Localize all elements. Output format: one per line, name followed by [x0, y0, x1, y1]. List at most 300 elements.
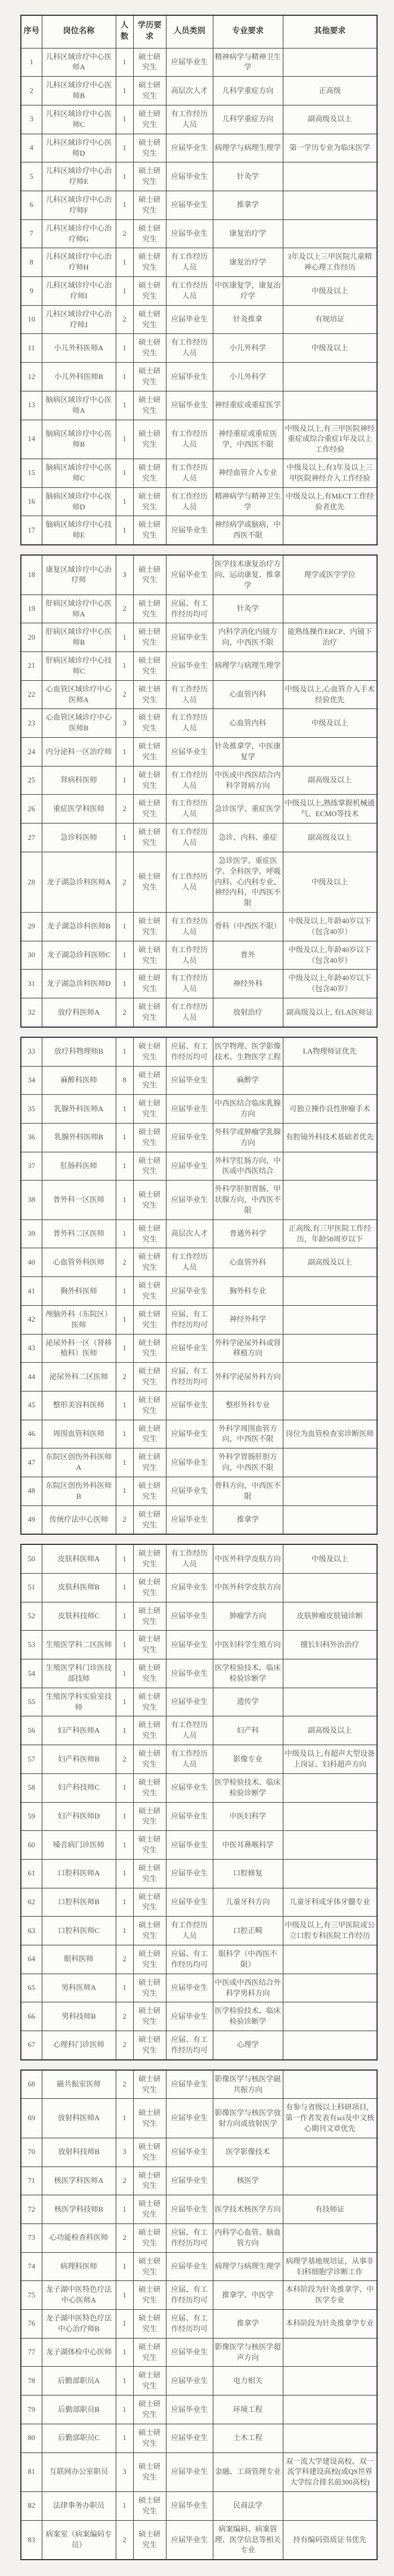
serial-number-cell: 7 [21, 219, 42, 248]
major-requirement-cell: 中医外科学皮肤方向 [213, 1574, 283, 1602]
other-requirement-cell [283, 2492, 377, 2521]
headcount-cell: 1 [116, 2396, 133, 2424]
headcount-cell: 2 [116, 1363, 133, 1392]
position-name-cell: 肝病区域诊疗中心医师A [42, 595, 116, 623]
position-name-cell: 脑病区域诊疗中心医师B [42, 420, 116, 459]
personnel-category-cell: 应届毕业生 [166, 1688, 213, 1716]
other-requirement-cell: 中级及以上,年龄40岁以下（包含40岁） [283, 970, 377, 998]
serial-number-cell: 25 [21, 766, 42, 795]
position-name-cell: 妇产科医师B [42, 1745, 116, 1774]
table-row [21, 1305, 377, 1334]
education-requirement-cell: 硕士研究生 [133, 2138, 166, 2167]
serial-number-cell: 73 [21, 2224, 42, 2253]
header-row [21, 15, 377, 48]
personnel-category-cell: 应届毕业生 [166, 652, 213, 681]
position-name-cell: 核医学科医师A [42, 2167, 116, 2195]
serial-number-cell: 56 [21, 1716, 42, 1745]
education-requirement-cell: 硕士研究生 [133, 1659, 166, 1688]
headcount-cell: 2 [116, 2031, 133, 2060]
major-requirement-cell: 金融、工商管理专业 [213, 2452, 283, 2492]
serial-number-cell: 77 [21, 2338, 42, 2367]
personnel-category-cell: 有工作经历人员 [166, 420, 213, 459]
major-requirement-cell: 病案编码、病案管理、医学信息等相关专业 [213, 2520, 283, 2560]
table-row [21, 2281, 377, 2310]
headcount-cell: 2 [116, 305, 133, 334]
personnel-category-cell: 应届毕业生 [166, 1277, 213, 1306]
personnel-category-cell: 应届毕业生 [166, 1334, 213, 1363]
education-requirement-cell: 硕士研究生 [133, 852, 166, 912]
serial-number-cell: 65 [21, 1974, 42, 2002]
education-requirement-cell: 硕士研究生 [133, 2281, 166, 2310]
position-name-cell: 互联网办公室职员 [42, 2452, 116, 2492]
education-requirement-cell: 硕士研究生 [133, 516, 166, 545]
position-name-cell: 龙子湖急诊科医师D [42, 970, 116, 998]
other-requirement-cell: 中级及以上,年龄40岁以下（包含40岁） [283, 913, 377, 941]
other-requirement-cell: 副高级及以上 [283, 105, 377, 134]
position-name-cell: 康复区域诊疗中心治疗师 [42, 555, 116, 595]
serial-number-cell: 3 [21, 105, 42, 134]
major-requirement-cell: 儿科学重症方向 [213, 105, 283, 134]
headcount-cell: 1 [116, 1420, 133, 1448]
table-row [21, 1745, 377, 1774]
headcount-cell: 1 [116, 1974, 133, 2002]
headcount-cell: 1 [116, 766, 133, 795]
serial-number-cell: 57 [21, 1745, 42, 1774]
serial-number-cell: 45 [21, 1391, 42, 1420]
serial-number-cell: 14 [21, 420, 42, 459]
major-requirement-cell: 中医妇科学 [213, 1802, 283, 1831]
position-name-cell: 龙子湖中医特色疗法中心医师A [42, 2281, 116, 2310]
other-requirement-cell: 正高级,有三甲医院工作经历，年龄50周岁以下 [283, 1219, 377, 1248]
serial-number-cell: 9 [21, 277, 42, 306]
position-name-cell: 儿科区域诊疗中心治疗师H [42, 248, 116, 277]
position-name-cell: 整形美容科医师 [42, 1391, 116, 1420]
education-requirement-cell: 硕士研究生 [133, 2070, 166, 2099]
personnel-category-cell: 应届毕业生 [166, 1659, 213, 1688]
other-requirement-cell: 理学或医学学位 [283, 555, 377, 595]
headcount-cell: 2 [116, 595, 133, 623]
headcount-cell: 1 [116, 1716, 133, 1745]
position-name-cell: 放疗科医师A [42, 998, 116, 1027]
table-row [21, 305, 377, 334]
table-row [21, 623, 377, 652]
other-requirement-cell: 中级及以上,有超声大型设备上岗证、妇科超声方向 [283, 1745, 377, 1774]
personnel-category-cell: 有工作经历人员 [166, 1917, 213, 1945]
education-requirement-cell: 硕士研究生 [133, 1181, 166, 1220]
major-requirement-cell: 儿童牙科方向 [213, 1888, 283, 1917]
major-requirement-cell: 肿瘤学方向 [213, 1602, 283, 1631]
personnel-category-cell: 有工作经历人员 [166, 487, 213, 516]
education-requirement-cell: 硕士研究生 [133, 595, 166, 623]
serial-number-cell: 63 [21, 1917, 42, 1945]
job-table-segment-3 [20, 1037, 378, 1535]
education-requirement-cell: 硕士研究生 [133, 738, 166, 767]
personnel-category-cell: 应届毕业生 [166, 2396, 213, 2424]
position-name-cell: 周围血管科医师 [42, 1420, 116, 1448]
personnel-category-cell: 有工作经历人员 [166, 998, 213, 1027]
other-requirement-cell: 持有编码资质证书优先 [283, 2520, 377, 2560]
serial-number-cell: 66 [21, 2002, 42, 2031]
table-row [21, 2031, 377, 2060]
other-requirement-cell: 皮肤肿瘤皮肤镜诊断 [283, 1602, 377, 1631]
other-requirement-cell: 有参与省级以上科研项目，第一作者发表有sci及中文核心期刊文章优先 [283, 2099, 377, 2138]
major-requirement-cell: 心血管外科 [213, 1248, 283, 1277]
table-row [21, 1420, 377, 1448]
major-requirement-cell: 遗传学 [213, 1688, 283, 1716]
education-requirement-cell: 硕士研究生 [133, 305, 166, 334]
major-requirement-cell: 中医妇科学生殖方向 [213, 1631, 283, 1659]
serial-number-cell: 52 [21, 1602, 42, 1631]
headcount-cell: 1 [116, 623, 133, 652]
personnel-category-cell: 有工作经历人员 [166, 334, 213, 363]
position-name-cell: 龙子湖急诊科医师C [42, 941, 116, 970]
position-name-cell: 儿科区域诊疗中心治疗师I [42, 277, 116, 306]
serial-number-cell: 33 [21, 1037, 42, 1066]
position-name-cell: 嗓音病门诊医师 [42, 1831, 116, 1860]
position-name-cell: 妇产科技师C [42, 1773, 116, 1802]
table-row [21, 1066, 377, 1095]
serial-number-cell: 28 [21, 852, 42, 912]
headcount-cell: 2 [116, 219, 133, 248]
personnel-category-cell: 有工作经历人员 [166, 1544, 213, 1573]
personnel-category-cell: 应届毕业生 [166, 1477, 213, 1505]
job-table-segment-1 [20, 15, 378, 545]
position-name-cell: 龙子湖急诊科医师A [42, 852, 116, 912]
other-requirement-cell [283, 2031, 377, 2060]
headcount-cell: 1 [116, 1888, 133, 1917]
table-row [21, 1277, 377, 1306]
education-requirement-cell: 硕士研究生 [133, 2520, 166, 2560]
serial-number-cell: 43 [21, 1334, 42, 1363]
major-requirement-cell: 小儿外科学 [213, 334, 283, 363]
personnel-category-cell: 应届毕业生 [166, 2138, 213, 2167]
table-row [21, 555, 377, 595]
major-requirement-cell: 神经外科学 [213, 1305, 283, 1334]
position-name-cell: 内分泌科一区治疗师 [42, 738, 116, 767]
headcount-cell: 1 [116, 1831, 133, 1860]
serial-number-cell: 61 [21, 1859, 42, 1888]
major-requirement-cell: 环境工程 [213, 2396, 283, 2424]
other-requirement-cell: 中级及以上,有3年及以上三甲医院神经介入工作经验 [283, 459, 377, 488]
headcount-cell: 1 [116, 1631, 133, 1659]
headcount-cell: 1 [116, 1037, 133, 1066]
table-row [21, 1334, 377, 1363]
position-name-cell: 生殖医学科实验室技师 [42, 1688, 116, 1716]
other-requirement-cell [283, 652, 377, 681]
personnel-category-cell: 应届毕业生 [166, 1859, 213, 1888]
other-requirement-cell [283, 1945, 377, 1974]
position-name-cell: 颅脑外科（东院区）医师 [42, 1305, 116, 1334]
major-requirement-cell: 推拿学 [213, 2310, 283, 2339]
other-requirement-cell [283, 162, 377, 191]
major-requirement-cell: 神经重症或重症医学 [213, 391, 283, 420]
table-row [21, 824, 377, 852]
table-row [21, 1688, 377, 1716]
other-requirement-cell [283, 516, 377, 545]
other-requirement-cell [283, 738, 377, 767]
major-requirement-cell: 精神病学与精神卫生学 [213, 48, 283, 77]
major-requirement-cell: 小儿外科学 [213, 363, 283, 391]
major-requirement-cell: 针灸推拿学，中医康复学 [213, 738, 283, 767]
personnel-category-cell: 应届毕业生 [166, 2452, 213, 2492]
other-requirement-cell [283, 2138, 377, 2167]
education-requirement-cell: 硕士研究生 [133, 277, 166, 306]
serial-number-cell: 29 [21, 913, 42, 941]
headcount-cell: 1 [116, 1219, 133, 1248]
position-name-cell: 肛肠科医师 [42, 1152, 116, 1181]
other-requirement-cell: 病理学基地规培证，从事非妇科细胞学诊断工作 [283, 2252, 377, 2281]
other-requirement-cell: 有规培证 [283, 305, 377, 334]
headcount-cell: 2 [116, 1945, 133, 1974]
table-row [21, 1602, 377, 1631]
major-requirement-cell: 土木工程 [213, 2424, 283, 2452]
position-name-cell: 急诊科医师 [42, 824, 116, 852]
serial-number-cell: 36 [21, 1123, 42, 1152]
position-name-cell: 后勤部职员C [42, 2424, 116, 2452]
serial-number-cell: 44 [21, 1363, 42, 1392]
major-requirement-cell: 民商法学 [213, 2492, 283, 2521]
education-requirement-cell: 硕士研究生 [133, 334, 166, 363]
personnel-category-cell: 应届毕业生 [166, 191, 213, 220]
personnel-category-cell: 应届毕业生 [166, 1181, 213, 1220]
serial-number-cell: 74 [21, 2252, 42, 2281]
table-row [21, 1391, 377, 1420]
headcount-cell: 3 [116, 2138, 133, 2167]
major-requirement-cell: 外科学泌尿外科方向 [213, 1363, 283, 1392]
serial-number-cell: 41 [21, 1277, 42, 1306]
table-row [21, 2338, 377, 2367]
other-requirement-cell: LA物理师证优先 [283, 1037, 377, 1066]
education-requirement-cell: 硕士研究生 [133, 77, 166, 105]
table-row [21, 2424, 377, 2452]
headcount-cell: 1 [116, 2310, 133, 2339]
headcount-cell: 1 [116, 363, 133, 391]
major-requirement-cell: 骨科（中西医不限） [213, 913, 283, 941]
other-requirement-cell [283, 391, 377, 420]
table-row [21, 1831, 377, 1860]
education-requirement-cell: 硕士研究生 [133, 1945, 166, 1974]
personnel-category-cell: 应届、有工作经历均可 [166, 595, 213, 623]
education-requirement-cell: 硕士研究生 [133, 162, 166, 191]
serial-number-cell: 81 [21, 2452, 42, 2492]
headcount-cell: 1 [116, 2492, 133, 2521]
education-requirement-cell: 硕士研究生 [133, 2338, 166, 2367]
personnel-category-cell: 应届毕业生 [166, 1802, 213, 1831]
personnel-category-cell: 有工作经历人员 [166, 680, 213, 709]
personnel-category-cell: 应届毕业生 [166, 1420, 213, 1448]
position-name-cell: 龙子湖急诊科医师B [42, 913, 116, 941]
major-requirement-cell: 妇产科 [213, 1716, 283, 1745]
education-requirement-cell: 硕士研究生 [133, 1066, 166, 1095]
major-requirement-cell: 中医或中西医结合内科学肾病方向 [213, 766, 283, 795]
personnel-category-cell: 有工作经历人员 [166, 795, 213, 824]
major-requirement-cell: 外科学或肿瘤学乳腺方向 [213, 1123, 283, 1152]
major-requirement-cell: 神经血管介入专业 [213, 459, 283, 488]
position-name-cell: 普外科二区医师 [42, 1219, 116, 1248]
personnel-category-cell: 应届、有工作经历均可 [166, 1945, 213, 1974]
education-requirement-cell: 硕士研究生 [133, 2492, 166, 2521]
headcount-cell: 2 [116, 2520, 133, 2560]
headcount-cell: 1 [116, 516, 133, 545]
table-row [21, 2252, 377, 2281]
major-requirement-cell: 外科学泌尿外科或肾移植方向 [213, 1334, 283, 1363]
headcount-cell: 1 [116, 824, 133, 852]
education-requirement-cell: 硕士研究生 [133, 1152, 166, 1181]
serial-number-cell: 34 [21, 1066, 42, 1095]
education-requirement-cell: 硕士研究生 [133, 1477, 166, 1505]
education-requirement-cell: 硕士研究生 [133, 1305, 166, 1334]
major-requirement-cell: 中医康复学，康复治疗学 [213, 277, 283, 306]
table-row [21, 105, 377, 134]
table-row [21, 2492, 377, 2521]
other-requirement-cell [283, 595, 377, 623]
table-row [21, 738, 377, 767]
personnel-category-cell: 高层次人才 [166, 1219, 213, 1248]
major-requirement-cell: 康复治疗学 [213, 219, 283, 248]
column-header-category: 人员类别 [166, 15, 213, 48]
education-requirement-cell: 硕士研究生 [133, 1888, 166, 1917]
major-requirement-cell: 急诊医学、重症医学 [213, 795, 283, 824]
serial-number-cell: 47 [21, 1448, 42, 1477]
headcount-cell: 2 [116, 1745, 133, 1774]
serial-number-cell: 12 [21, 363, 42, 391]
position-name-cell: 东院区创伤外科医师A [42, 1448, 116, 1477]
position-name-cell: 儿科区域诊疗中心治疗师F [42, 191, 116, 220]
major-requirement-cell: 整形外科专业 [213, 1391, 283, 1420]
position-name-cell: 脑病区域诊疗中心医师D [42, 487, 116, 516]
personnel-category-cell: 应届毕业生 [166, 516, 213, 545]
job-table-segment-4 [20, 1544, 378, 2060]
major-requirement-cell: 眼科学（中西医不限） [213, 1945, 283, 1974]
education-requirement-cell: 硕士研究生 [133, 391, 166, 420]
serial-number-cell: 49 [21, 1505, 42, 1534]
other-requirement-cell [283, 2002, 377, 2031]
major-requirement-cell: 医学检验技术、临床检验诊断学 [213, 1773, 283, 1802]
major-requirement-cell: 医学技术康复治疗方向、运动康复、推拿学 [213, 555, 283, 595]
major-requirement-cell: 外科学周围血管方向，中西医不限 [213, 1420, 283, 1448]
table-row [21, 2396, 377, 2424]
other-requirement-cell: 副高级及以上 [283, 1716, 377, 1745]
headcount-cell: 2 [116, 1505, 133, 1534]
other-requirement-cell: 有技师证 [283, 2195, 377, 2224]
headcount-cell: 1 [116, 1917, 133, 1945]
position-name-cell: 麻醉科医师 [42, 1066, 116, 1095]
headcount-cell: 1 [116, 248, 133, 277]
position-name-cell: 儿科区域诊疗中心治疗师G [42, 219, 116, 248]
personnel-category-cell: 应届、有工作经历均可 [166, 2031, 213, 2060]
major-requirement-cell: 病理学与病理生理学 [213, 134, 283, 162]
major-requirement-cell: 医学检验技术、临床检验诊断学 [213, 1659, 283, 1688]
headcount-cell: 2 [116, 852, 133, 912]
table-row [21, 1363, 377, 1392]
serial-number-cell: 2 [21, 77, 42, 105]
position-name-cell: 小儿外科医师A [42, 334, 116, 363]
major-requirement-cell: 外科学胃肠肝胆方向，中西医不限 [213, 1448, 283, 1477]
other-requirement-cell: 中级及以上 [283, 1544, 377, 1573]
education-requirement-cell: 硕士研究生 [133, 1745, 166, 1774]
position-name-cell: 心血管区域诊疗中心医师A [42, 680, 116, 709]
serial-number-cell: 10 [21, 305, 42, 334]
headcount-cell: 1 [116, 1391, 133, 1420]
serial-number-cell: 18 [21, 555, 42, 595]
personnel-category-cell: 应届毕业生 [166, 2167, 213, 2195]
personnel-category-cell: 有工作经历人员 [166, 970, 213, 998]
education-requirement-cell: 硕士研究生 [133, 2195, 166, 2224]
position-name-cell: 妇产科医师D [42, 1802, 116, 1831]
serial-number-cell: 71 [21, 2167, 42, 2195]
headcount-cell: 8 [116, 1066, 133, 1095]
other-requirement-cell [283, 2167, 377, 2195]
table-row [21, 2224, 377, 2253]
position-name-cell: 皮肤科医师B [42, 1574, 116, 1602]
headcount-cell: 2 [116, 2167, 133, 2195]
serial-number-cell: 75 [21, 2281, 42, 2310]
serial-number-cell: 19 [21, 595, 42, 623]
personnel-category-cell: 应届毕业生 [166, 219, 213, 248]
serial-number-cell: 32 [21, 998, 42, 1027]
table-row [21, 595, 377, 623]
table-row [21, 709, 377, 738]
education-requirement-cell: 硕士研究生 [133, 652, 166, 681]
serial-number-cell: 15 [21, 459, 42, 488]
personnel-category-cell: 有工作经历人员 [166, 277, 213, 306]
serial-number-cell: 42 [21, 1305, 42, 1334]
education-requirement-cell: 硕士研究生 [133, 2167, 166, 2195]
major-requirement-cell: 影像专业 [213, 1745, 283, 1774]
column-header-title: 岗位名称 [42, 15, 116, 48]
position-name-cell: 核医学科技师B [42, 2195, 116, 2224]
table-row [21, 1181, 377, 1220]
other-requirement-cell: 中级及以上,年龄40岁以下（包含40岁） [283, 941, 377, 970]
other-requirement-cell [283, 1688, 377, 1716]
headcount-cell: 1 [116, 1152, 133, 1181]
serial-number-cell: 51 [21, 1574, 42, 1602]
other-requirement-cell: 副高级及以上, 有LA医师证 [283, 998, 377, 1027]
position-name-cell: 皮肤科技师C [42, 1602, 116, 1631]
position-name-cell: 生殖医学科门诊医技部技师 [42, 1659, 116, 1688]
headcount-cell: 2 [116, 1248, 133, 1277]
other-requirement-cell [283, 1277, 377, 1306]
other-requirement-cell [283, 1334, 377, 1363]
other-requirement-cell [283, 1802, 377, 1831]
education-requirement-cell: 硕士研究生 [133, 1859, 166, 1888]
table-row [21, 2002, 377, 2031]
major-requirement-cell: 胸外科专业 [213, 1277, 283, 1306]
personnel-category-cell: 应届毕业生 [166, 2492, 213, 2521]
other-requirement-cell: 中级及以上 [283, 852, 377, 912]
education-requirement-cell: 硕士研究生 [133, 1574, 166, 1602]
headcount-cell: 1 [116, 2195, 133, 2224]
major-requirement-cell: 内科学消化内镜方向，中西医不限 [213, 623, 283, 652]
major-requirement-cell: 影像医学与核医学放射方向或放射医学 [213, 2099, 283, 2138]
personnel-category-cell: 应届、有工作经历均可 [166, 1363, 213, 1392]
table-row [21, 2452, 377, 2492]
headcount-cell: 1 [116, 1448, 133, 1477]
personnel-category-cell: 有工作经历人员 [166, 1248, 213, 1277]
table-row [21, 2167, 377, 2195]
education-requirement-cell: 硕士研究生 [133, 998, 166, 1027]
headcount-cell: 1 [116, 1859, 133, 1888]
headcount-cell: 1 [116, 1544, 133, 1573]
table-row [21, 334, 377, 363]
position-name-cell: 男科医师A [42, 1974, 116, 2002]
personnel-category-cell: 应届毕业生 [166, 363, 213, 391]
education-requirement-cell: 硕士研究生 [133, 1688, 166, 1716]
education-requirement-cell: 硕士研究生 [133, 1277, 166, 1306]
table-row [21, 1544, 377, 1573]
headcount-cell: 1 [116, 420, 133, 459]
major-requirement-cell: 心血管内科 [213, 680, 283, 709]
